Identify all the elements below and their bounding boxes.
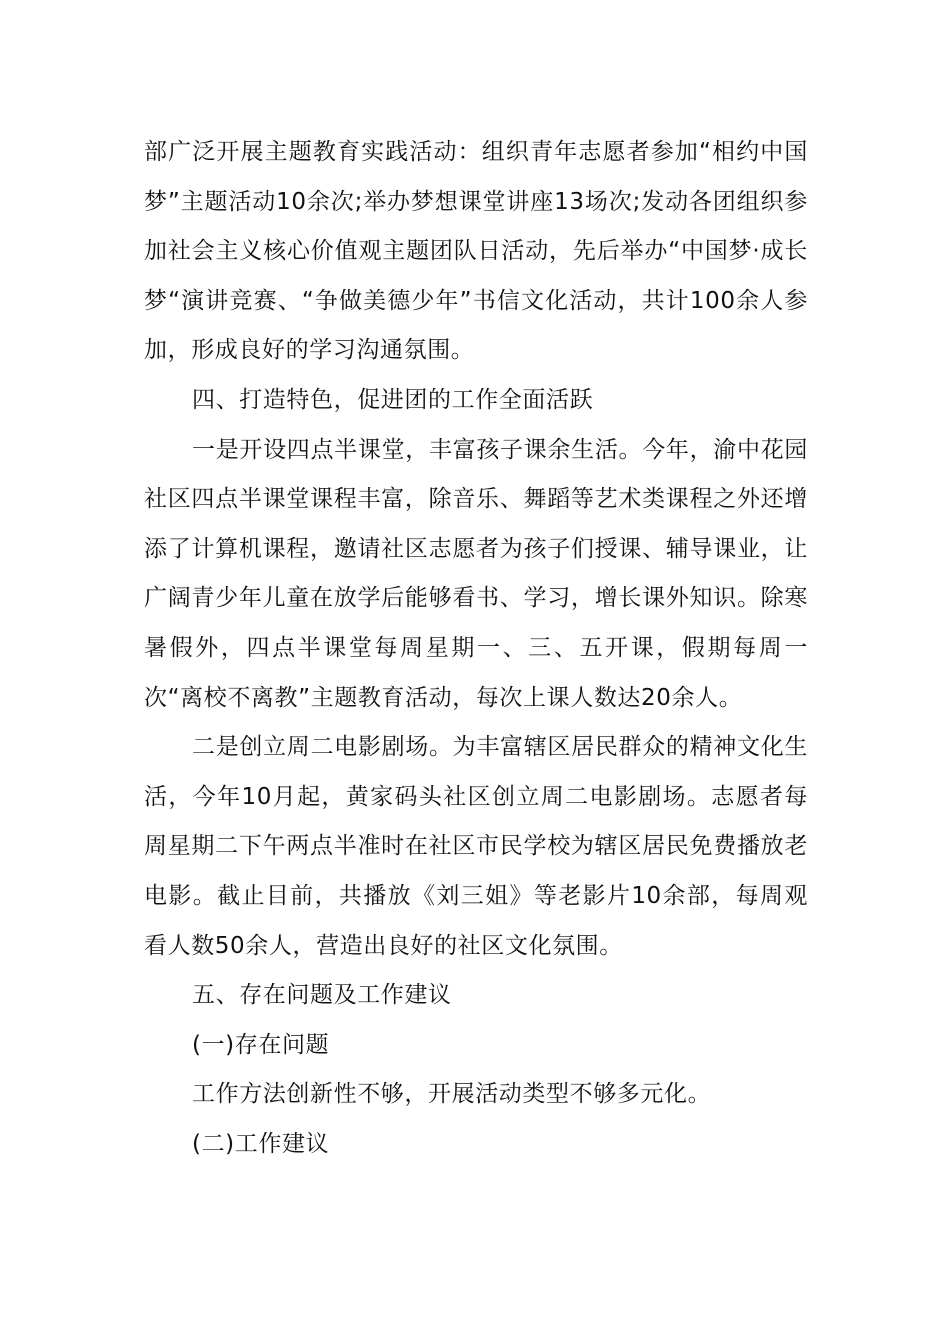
paragraph-problems: 工作方法创新性不够，开展活动类型不够多元化。: [192, 1081, 712, 1108]
paragraph-activities-continued: 部广泛开展主题教育实践活动：组织青年志愿者参加“相约中国梦”主题活动10余次;举办梦想课堂讲座13场次;发动各团组织参加社会主义核心价值观主题团队日活动，先后举办“中国梦·成长梦“演讲竞赛、“争做美德少年”书信文化活动，共计100余人参加，形成良好的学习沟通氛围。: [144, 139, 808, 364]
paragraph-tuesday-cinema: 二是创立周二电影剧场。为丰富辖区居民群众的精神文化生活，今年10月起，黄家码头社区创立周二电影剧场。志愿者每周星期二下午两点半准时在社区市民学校为辖区居民免费播放老电影。截止目前，共播放《刘三姐》等老影片10余部，每周观看人数50余人，营造出良好的社区文化氛围。: [144, 734, 808, 959]
subheading-suggestions: (二)工作建议: [192, 1130, 330, 1157]
document-body: [144, 128, 808, 1169]
section-heading-five: 五、存在问题及工作建议: [192, 982, 452, 1009]
section-heading-four: 四、打造特色，促进团的工作全面活跃: [192, 386, 594, 413]
paragraph-after-school-class: 一是开设四点半课堂，丰富孩子课余生活。今年，渝中花园社区四点半课堂课程丰富，除音乐、舞蹈等艺术类课程之外还增添了计算机课程，邀请社区志愿者为孩子们授课、辅导课业，让广阔青少年儿童在放学后能够看书、学习，增长课外知识。除寒暑假外，四点半课堂每周星期一、三、五开课，假期每周一次“离校不离教”主题教育活动，每次上课人数达20余人。: [144, 436, 808, 711]
subheading-problems: (一)存在问题: [192, 1031, 330, 1058]
